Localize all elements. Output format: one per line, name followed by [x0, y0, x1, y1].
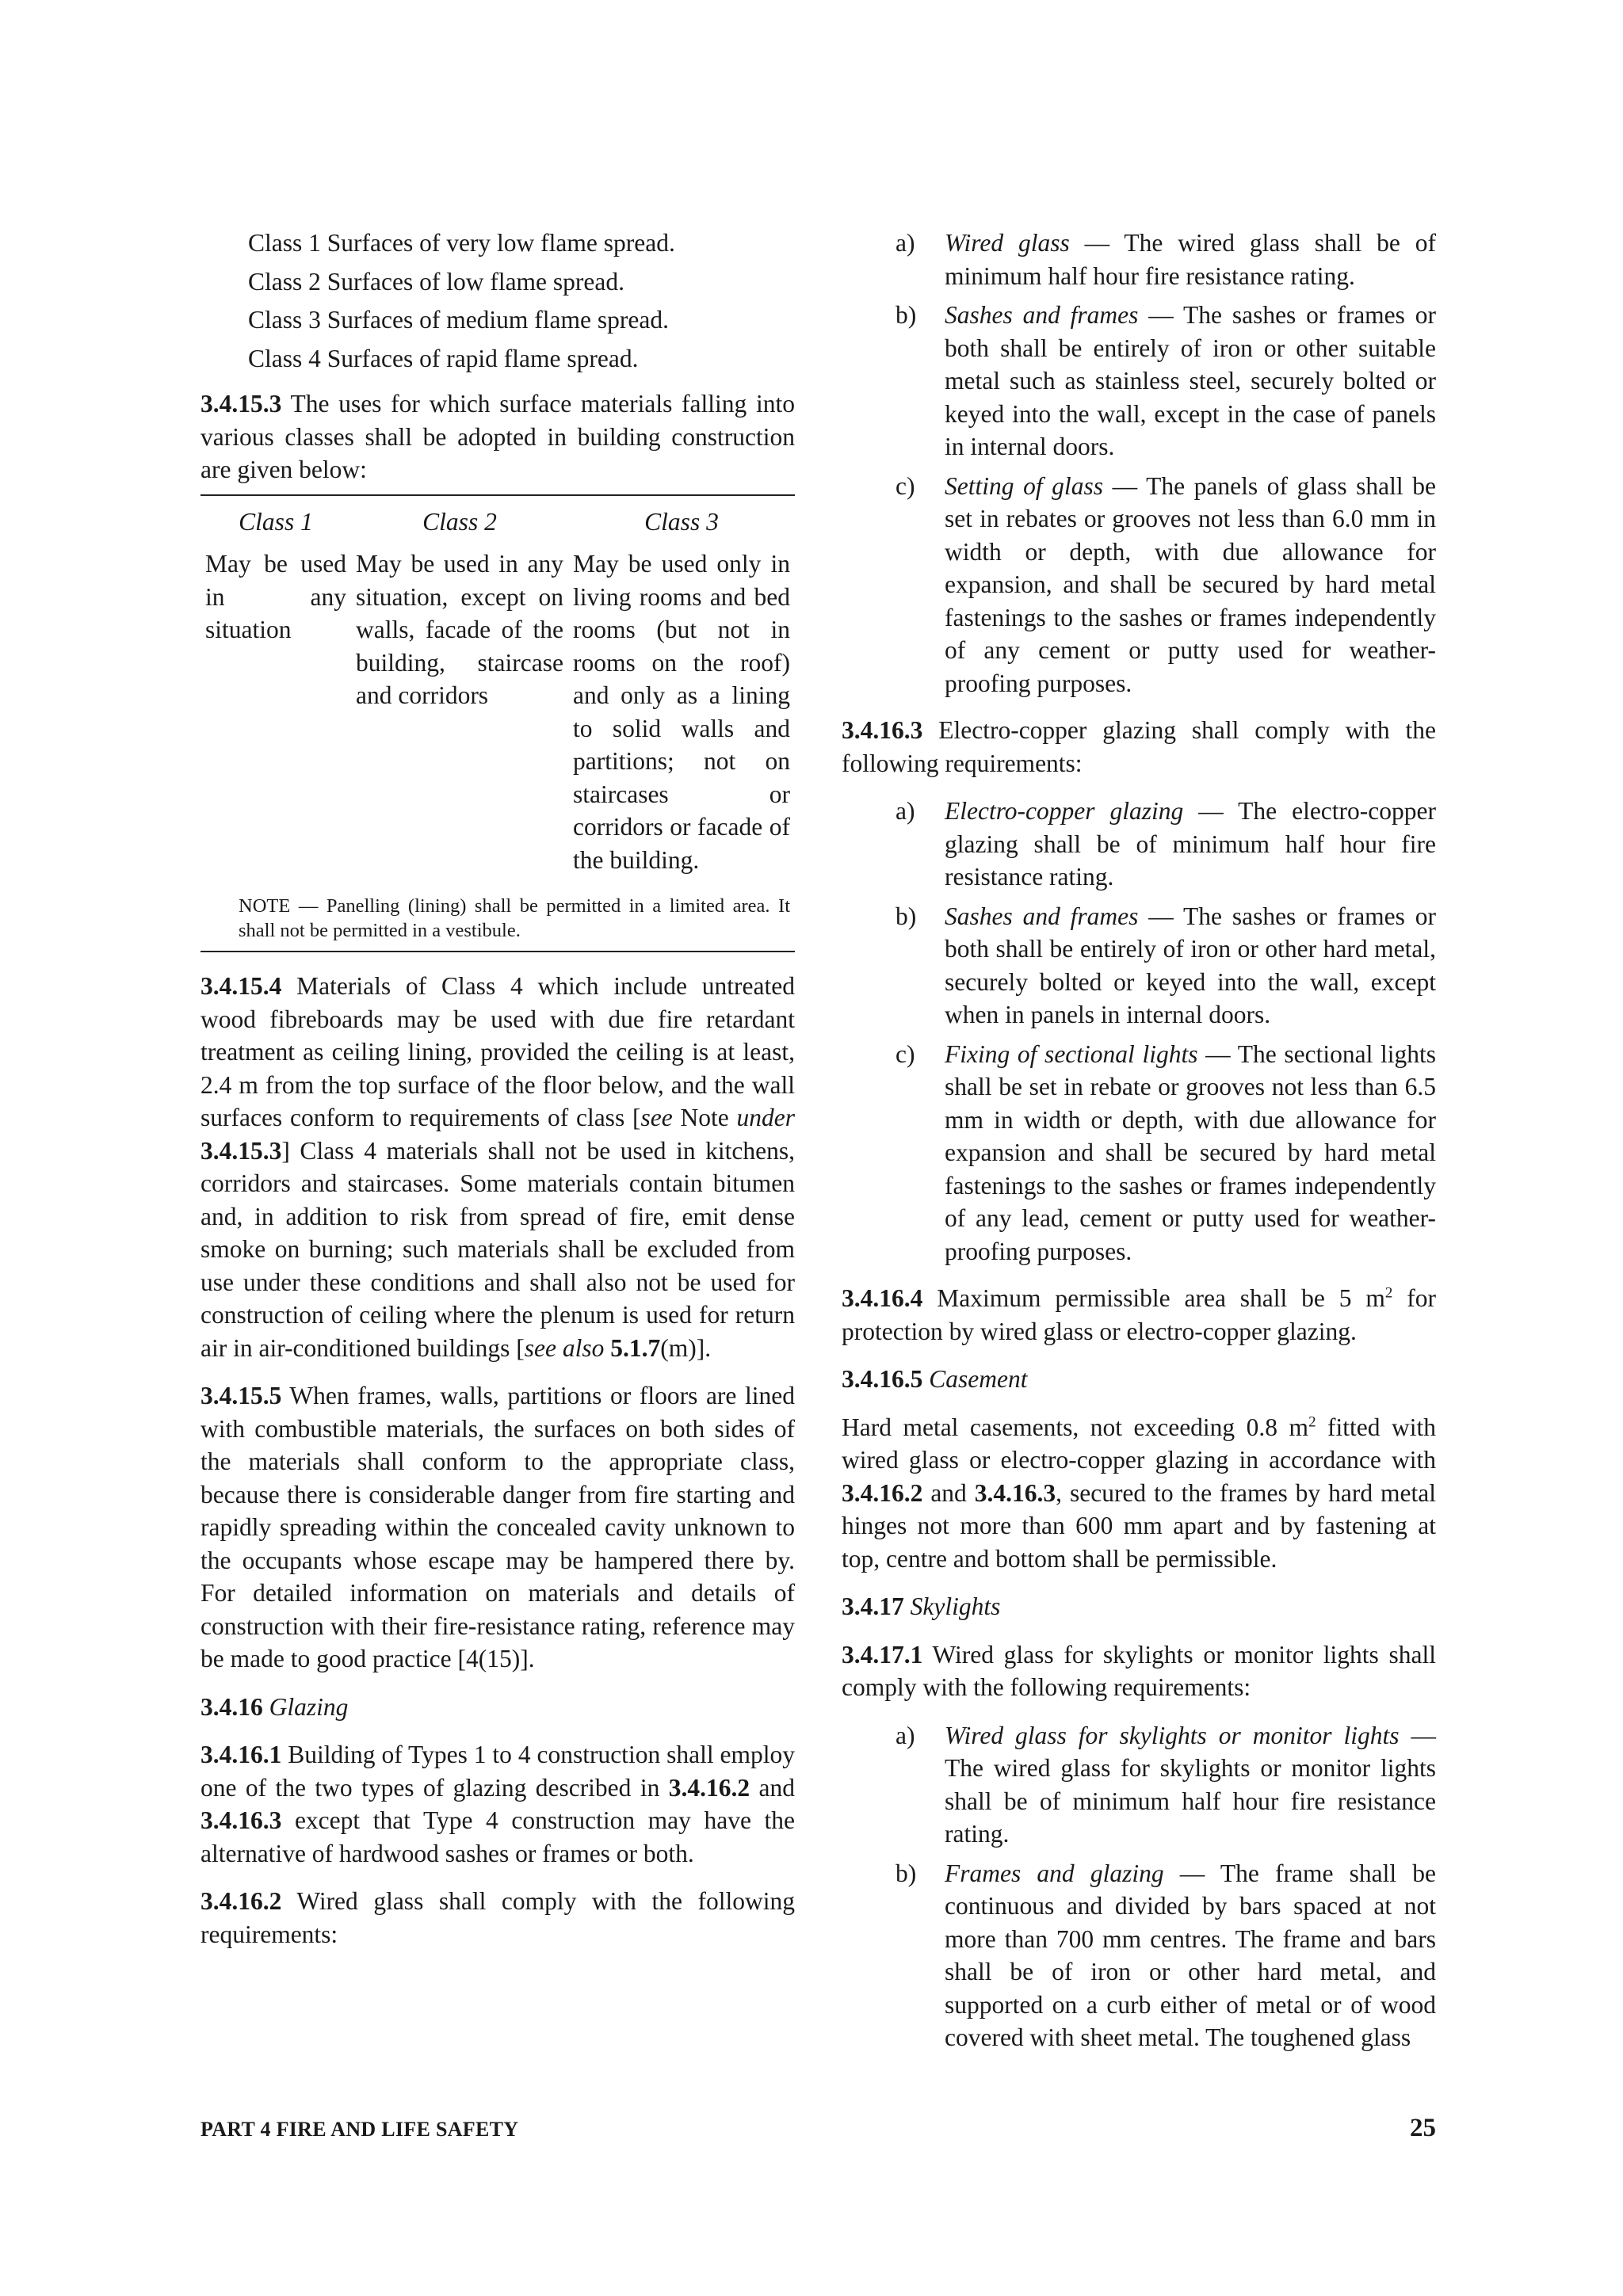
clause-3-4-16-3: 3.4.16.3 Electro-copper glazing shall comply with the following requirements:: [842, 716, 1436, 777]
clause-3-4-15-5: 3.4.15.5 When frames, walls, partitions or floors are lined with combustible materials, the surfaces on both sides of the materials shall conform to the appropriate class, because there is considerable danger from fire starting and rapidly spreading within the concealed cavity unknown to the occupants whose escape may be hampered there by. For detailed information on materials and details of construction with their fire-resistance rating, reference may be made to good practice [4(15)].: [200, 1382, 795, 1672]
clause-number: 3.4.16.3: [842, 716, 923, 744]
clause-3-4-15-3: 3.4.15.3 The uses for which surface materials falling into various classes shall be adopted in building construction are given below:: [200, 390, 795, 483]
casement-paragraph: Hard metal casements, not exceeding 0.8 $m^2$ fitted with wired glass or electro-copper glazing in accordance with 3.4.16.2 and 3.4.16.3, secured to the frames by hard metal hinges not more than 600 mm apart and by fastening at top, centre and bottom shall be permissible.: [842, 1413, 1436, 1573]
clause-number: 3.4.16.5: [842, 1365, 923, 1393]
list-item: c) Setting of glass — The panels of glass shall be set in rebates or grooves not less than 6.0 mm in width or depth, with due allowance for expansion, and shall be secured by hard metal fastenings to the sashes or frames independently of any cement or putty used for weather-proofing purposes.: [896, 471, 1437, 697]
cross-reference: 5.1.7: [610, 1333, 661, 1362]
cross-reference: 3.4.16.3: [974, 1478, 1056, 1507]
class-definition: Class 3 Surfaces of medium flame spread.: [248, 306, 669, 334]
table-header: Class 3: [644, 507, 719, 536]
cross-reference: 3.4.16.3: [200, 1806, 282, 1834]
section-heading-casement: [842, 1363, 1436, 1396]
table-header: Class 1: [239, 507, 313, 536]
table-header: Class 2: [422, 507, 497, 536]
clause-3-4-17-1: 3.4.17.1 Wired glass for skylights or monitor lights shall comply with the following requirements:: [842, 1640, 1436, 1701]
clause-3-4-16-4: 3.4.16.4 Maximum permissible area shall be 5 $m^2$ for protection by wired glass or electro-copper glazing.: [842, 1284, 1436, 1345]
section-title: Casement: [929, 1365, 1028, 1393]
class-definition: Class 1 Surfaces of very low flame spread.: [248, 229, 675, 257]
clause-3-4-16-1: 3.4.16.1 Building of Types 1 to 4 construction shall employ one of the two types of glazing described in 3.4.16.2 and 3.4.16.3 except that Type 4 construction may have the alternative of hardwood sashes or frames or both.: [200, 1741, 795, 1867]
table-cell: May be used in any situation: [205, 550, 346, 643]
clause-number: 3.4.16: [200, 1692, 263, 1721]
skylight-requirements-list: [842, 1719, 1436, 2054]
class-definition: Class 4 Surfaces of rapid flame spread.: [248, 344, 639, 372]
class-uses-table: [200, 494, 795, 953]
list-item: a) Wired glass for skylights or monitor lights — The wired glass for skylights or monitor lights shall be of minimum half hour fire resistance rating.: [896, 1721, 1436, 1848]
section-heading-skylights: [842, 1590, 1436, 1623]
table-cell: May be used only in living rooms and bed rooms (but not in rooms on the roof) and only as a lining to solid walls and partitions; not on staircases or corridors or facade of the building.: [573, 550, 790, 874]
section-title: Glazing: [269, 1692, 349, 1721]
list-item: b) Sashes and frames — The sashes or frames or both shall be entirely of iron or other hard metal, securely bolted or keyed into the wall, except when in panels in internal doors.: [896, 902, 1436, 1028]
clause-number: 3.4.15.4: [200, 972, 282, 1000]
list-item: c) Fixing of sectional lights — The sectional lights shall be set in rebate or grooves not less than 6.5 mm in width or depth, with due allowance for expansion and shall be secured by hard metal fastenings to the sashes or frames independently of any lead, cement or putty used for weather-proofing purposes.: [896, 1039, 1437, 1265]
page-number: 25: [1410, 2114, 1436, 2142]
cross-reference: 3.4.15.3: [200, 1136, 282, 1165]
list-item: b) Frames and glazing — The frame shall be continuous and divided by bars spaced at not more than 700 mm centres. The frame and bars shall be of iron or other hard metal, and supported on a curb either of metal or of wood covered with sheet metal. The toughened glass: [896, 1859, 1437, 2051]
electro-copper-requirements-list: [842, 795, 1436, 1268]
section-title: Skylights: [910, 1592, 1001, 1620]
clause-3-4-15-4: 3.4.15.4 Materials of Class 4 which include untreated wood fibreboards may be used with due fire retardant treatment as ceiling lining, provided the ceiling is at least, 2.4 m from the top surface of the floor below, and the wall surfaces conform to requirements of class [see Note under 3.4.15.3] Class 4 materials shall not be used in kitchens, corridors and staircases. Some materials contain bitumen and, in addition to risk from spread of fire, emit dense smoke on burning; such materials shall be excluded from use under these conditions and shall also not be used for construction of ceiling where the plenum is used for return air in air-conditioned buildings [see also 5.1.7(m)].: [200, 972, 795, 1362]
section-heading-glazing: [200, 1691, 795, 1724]
left-column: [200, 227, 795, 1966]
clause-number: 3.4.17.1: [842, 1640, 923, 1669]
cross-reference: 3.4.16.2: [842, 1478, 923, 1507]
running-footer-title: PART 4 FIRE AND LIFE SAFETY: [200, 2118, 519, 2141]
clause-3-4-16-2: 3.4.16.2 Wired glass shall comply with the following requirements:: [200, 1887, 795, 1948]
clause-number: 3.4.15.5: [200, 1382, 282, 1409]
clause-number: 3.4.15.3: [200, 390, 282, 418]
clause-number: 3.4.16.1: [200, 1741, 282, 1768]
clause-number: 3.4.17: [842, 1592, 904, 1620]
class-definitions-list: [200, 227, 795, 375]
clause-number: 3.4.16.2: [200, 1887, 282, 1915]
wired-glass-requirements-list: [842, 227, 1436, 700]
page-footer: [200, 2114, 1436, 2143]
list-item: b) Sashes and frames — The sashes or frames or both shall be entirely of iron or other suitable metal such as stainless steel, securely bolted or keyed into the wall, except in the case of panels in internal doors.: [896, 301, 1436, 460]
list-item: a) Wired glass — The wired glass shall be of minimum half hour fire resistance rating.: [896, 229, 1437, 290]
right-column: [842, 227, 1436, 2069]
cross-reference: 3.4.16.2: [668, 1773, 750, 1802]
table-note: NOTE — Panelling (lining) shall be permitted in a limited area. It shall not be permitted in a vestibule.: [239, 895, 790, 941]
clause-number: 3.4.16.4: [842, 1284, 923, 1312]
table-cell: May be used in any situation, except on walls, facade of the building, staircase and corridors: [356, 550, 563, 709]
list-item: a) Electro-copper glazing — The electro-copper glazing shall be of minimum half hour fire resistance rating.: [896, 797, 1436, 891]
class-definition: Class 2 Surfaces of low flame spread.: [248, 267, 624, 296]
